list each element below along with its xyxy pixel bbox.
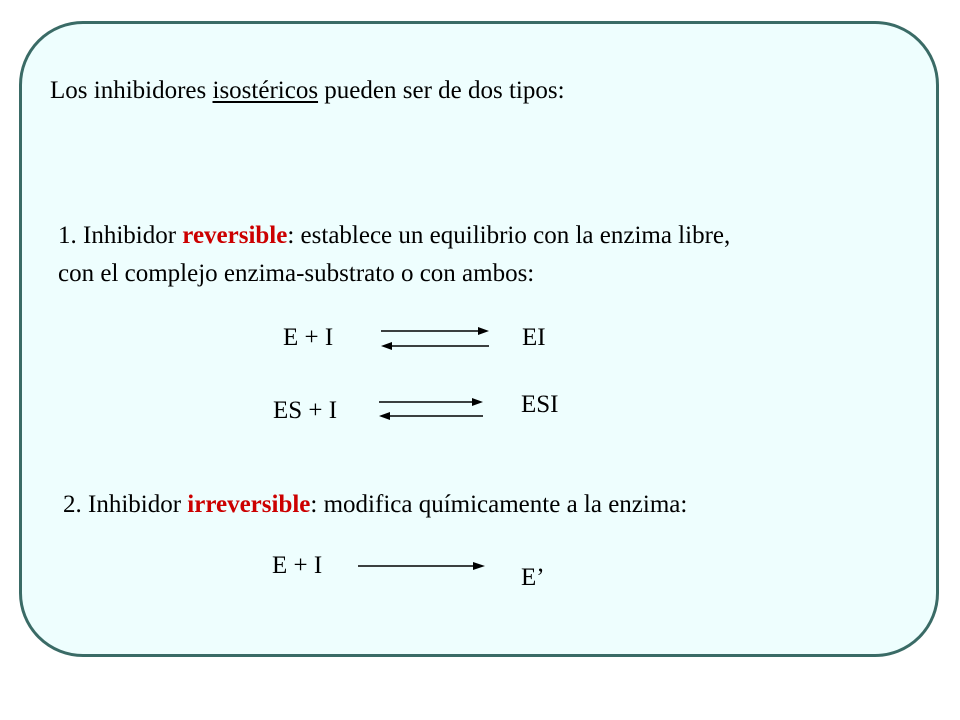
reversible-keyword: reversible	[182, 222, 288, 249]
intro-prefix: Los inhibidores	[50, 77, 213, 104]
equation-2-right: ESI	[521, 391, 559, 418]
equilibrium-arrow-icon	[379, 398, 483, 420]
forward-arrow-icon	[358, 562, 485, 570]
reversible-prefix: 1. Inhibidor	[58, 222, 183, 249]
equation-3-right: E’	[521, 564, 545, 591]
irreversible-keyword: irreversible	[187, 491, 311, 518]
intro-suffix: pueden ser de dos tipos:	[318, 77, 565, 104]
equilibrium-arrow-icon	[381, 327, 489, 350]
equation-1-right: EI	[522, 324, 546, 351]
reversible-suffix: : establece un equilibrio con la enzima libre,	[287, 222, 731, 249]
equation-1-left: E + I	[283, 324, 334, 351]
equation-2-left: ES + I	[273, 397, 338, 424]
equation-3-left: E + I	[272, 552, 323, 579]
irreversible-prefix: 2. Inhibidor	[63, 491, 188, 518]
irreversible-suffix: : modifica químicamente a la enzima:	[310, 491, 688, 518]
reversible-line-2: con el complejo enzima-substrato o con ambos:	[58, 260, 535, 287]
intro-underlined-term: isostéricos	[212, 77, 319, 104]
